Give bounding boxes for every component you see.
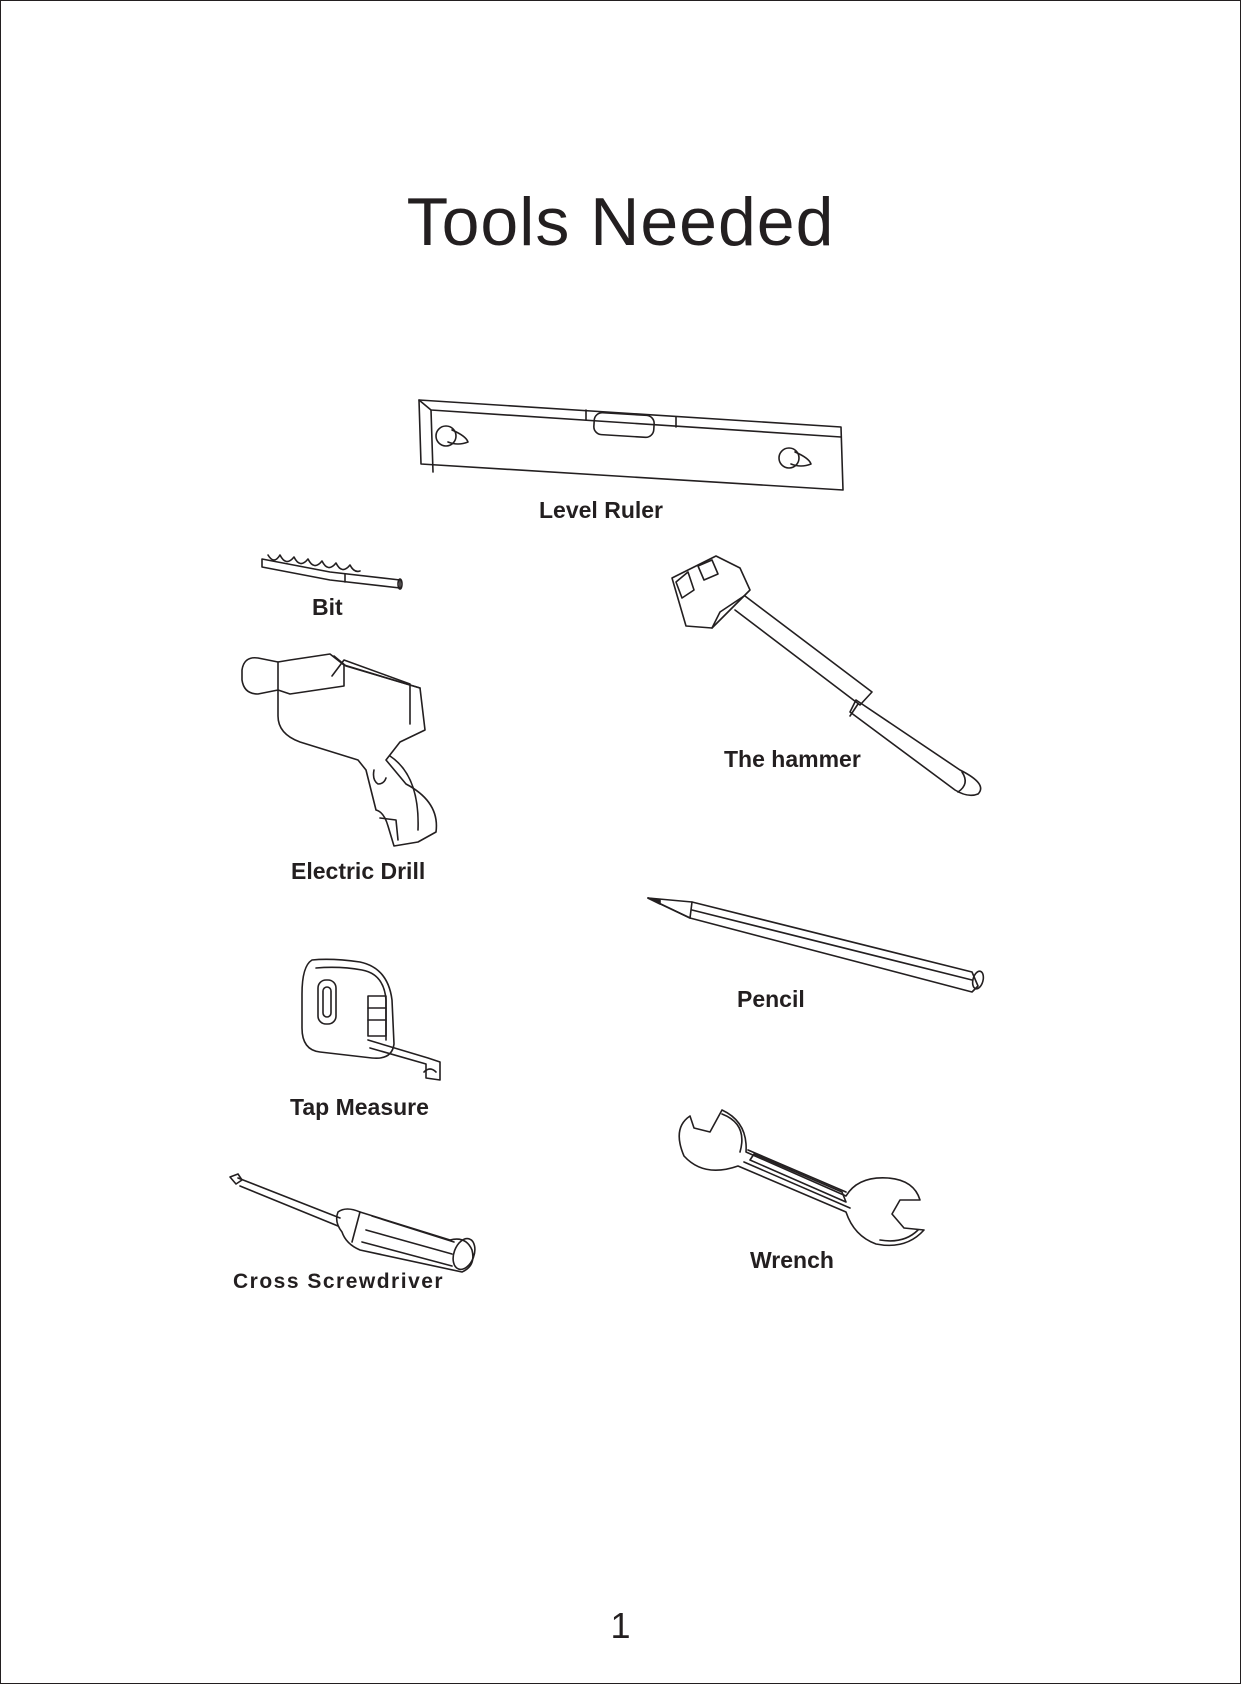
- wrench-label: Wrench: [750, 1247, 834, 1273]
- tape-measure-icon: [302, 959, 440, 1080]
- drill-bit-icon: [262, 555, 402, 589]
- bit-label: Bit: [312, 594, 343, 620]
- cross-screwdriver-label: Cross Screwdriver: [233, 1270, 445, 1293]
- tape-measure-label: Tap Measure: [290, 1094, 429, 1120]
- electric-drill-icon: [242, 654, 436, 846]
- level-ruler-label: Level Ruler: [539, 497, 663, 523]
- page-title: Tools Needed: [406, 184, 835, 260]
- electric-drill-label: Electric Drill: [291, 858, 426, 884]
- hammer-label: The hammer: [724, 746, 861, 772]
- level-ruler-icon: [419, 400, 843, 490]
- page-number: 1: [610, 1605, 631, 1646]
- wrench-icon: [679, 1110, 924, 1245]
- pencil-label: Pencil: [737, 986, 805, 1012]
- cross-screwdriver-icon: [230, 1174, 479, 1272]
- pencil-icon: [648, 898, 985, 992]
